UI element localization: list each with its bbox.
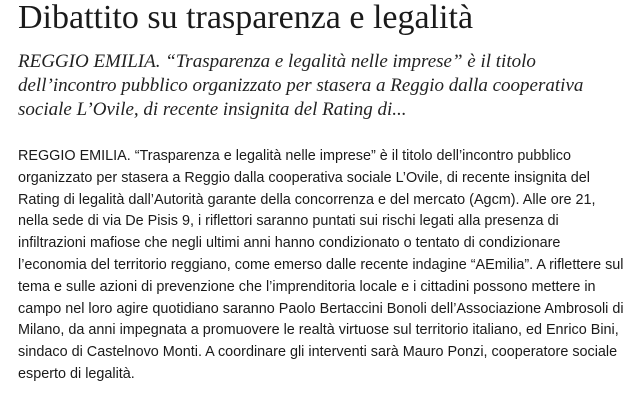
article-summary: REGGIO EMILIA. “Trasparenza e legalità nelle imprese” è il titolo dell’incontro pubblico organizzato per stasera a Reggio dalla cooperativa sociale L’Ovile, di recente insignita del Rating di... xyxy=(18,51,584,120)
article-body: REGGIO EMILIA. “Trasparenza e legalità nelle imprese” è il titolo dell’incontro pubblico organizzato per stasera a Reggio dalla cooperativa sociale L’Ovile, di recente insignita del Rating di legalità dall’Autorità garante della concorrenza e del mercato (Agcm). Alle ore 21, nella sede di via De Pisis 9, i riflettori saranno puntati sui rischi legati alla presenza di infiltrazioni mafiose che negli ultimi anni hanno condizionato o tentato di condizionare l’economia del territorio reggiano, come emerso dalle recente indagine “AEmilia”. A riflettere sul tema e sulle azioni di prevenzione che l’imprenditoria locale e i cittadini possono mettere in campo nel loro agire quotidiano saranno Paolo Bertaccini Bonoli dell’Associazione Ambrosoli di Milano, da anni impegnata a promuovere le realtà virtuose sul territorio italiano, ed Enrico Bini, sindaco di Castelnovo Monti. A coordinare gli interventi sarà Mauro Ponzi, cooperatore sociale esperto di legalità. xyxy=(18,148,624,382)
article-headline: Dibattito su trasparenza e legalità xyxy=(18,0,474,36)
